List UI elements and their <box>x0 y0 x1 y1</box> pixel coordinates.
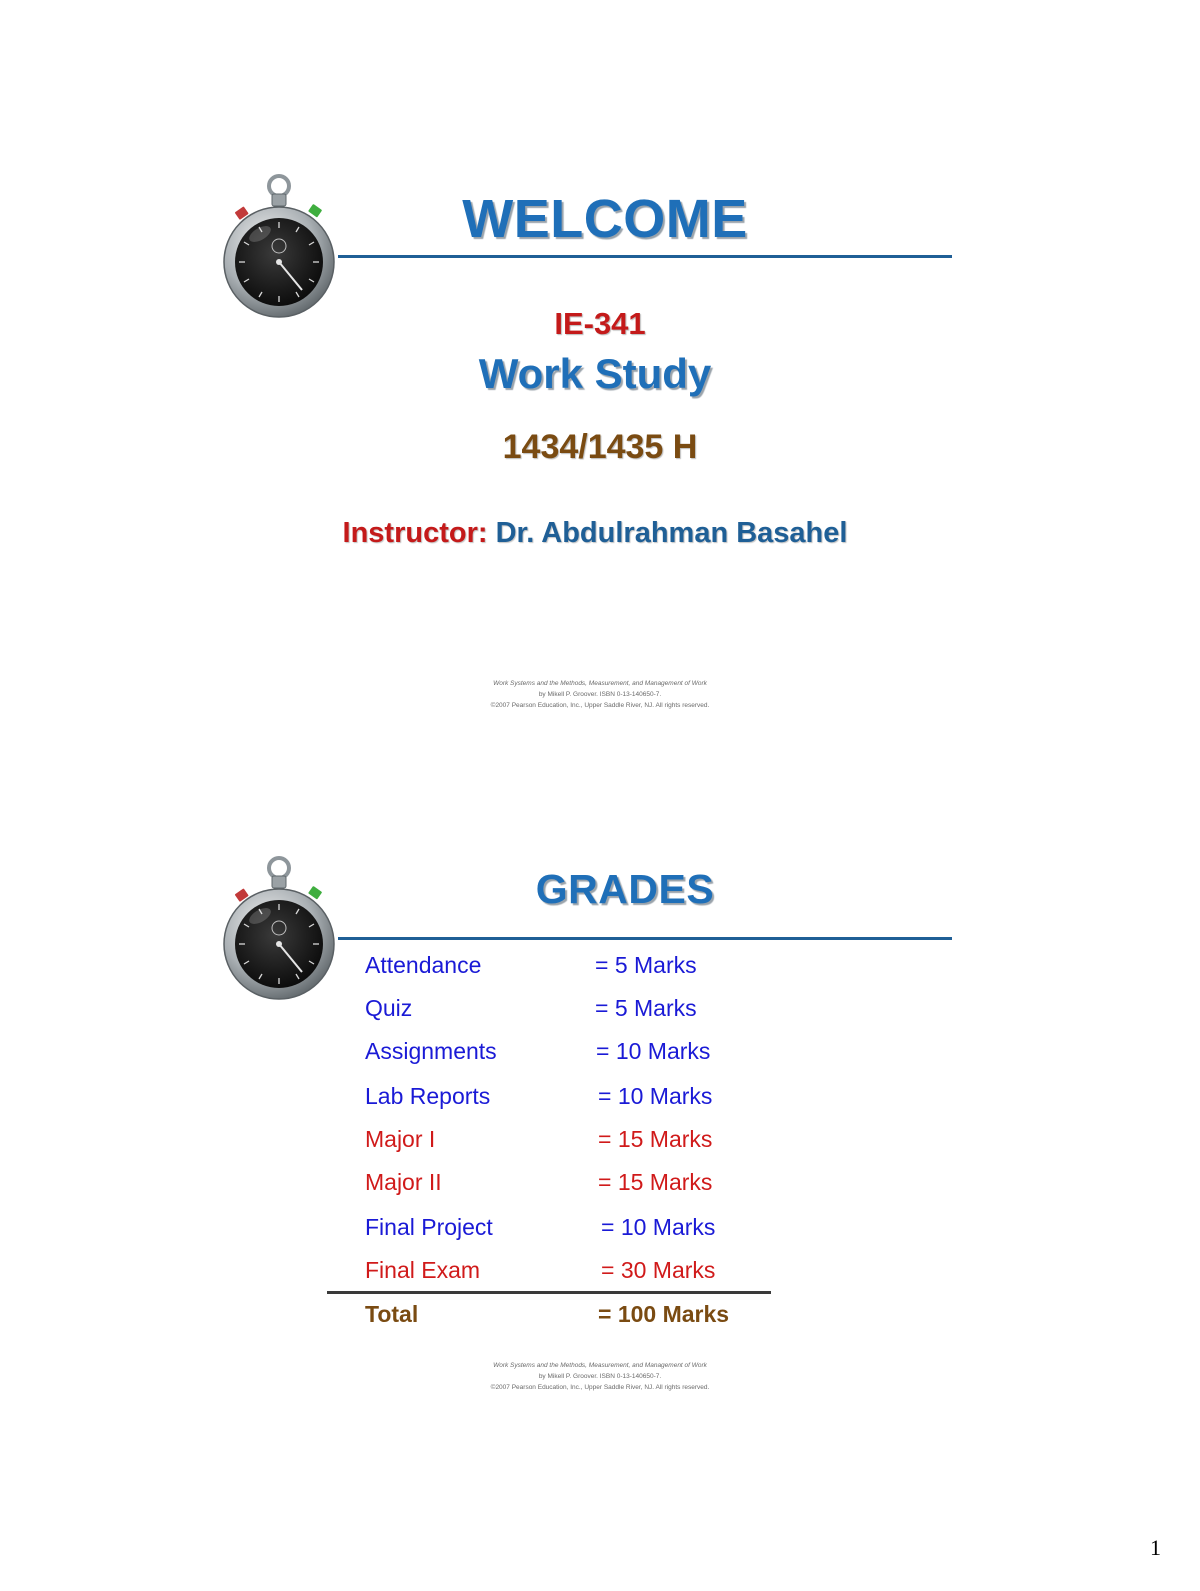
grade-item: Major I <box>365 1126 436 1152</box>
page-number: 1 <box>1150 1535 1161 1560</box>
instructor-name: Dr. Abdulrahman Basahel <box>495 517 848 549</box>
welcome-title: WELCOME <box>462 189 748 249</box>
credit-line: ©2007 Pearson Education, Inc., Upper Saddle River, NJ. All rights reserved. <box>490 1384 710 1391</box>
academic-year: 1434/1435 H <box>502 428 698 466</box>
credit-line: Work Systems and the Methods, Measurement, and Management of Work <box>493 680 707 687</box>
title-divider <box>338 255 952 258</box>
total-divider <box>327 1291 771 1294</box>
grade-item: Major II <box>365 1169 442 1195</box>
course-code: IE-341 <box>554 306 646 341</box>
copyright-credit <box>380 678 820 711</box>
grade-item: Final Project <box>365 1214 493 1240</box>
grade-value: = 10 Marks <box>596 1038 711 1064</box>
grade-row <box>365 1169 785 1199</box>
grade-row <box>365 952 785 982</box>
grade-value: = 10 Marks <box>601 1214 716 1240</box>
grade-row <box>365 1083 785 1113</box>
total-row <box>365 1301 785 1331</box>
grades-slide <box>0 800 1200 1560</box>
credit-line: by Mikell P. Groover. ISBN 0-13-140650-7. <box>538 1373 662 1380</box>
title-divider <box>338 937 952 940</box>
credit-line: ©2007 Pearson Education, Inc., Upper Saddle River, NJ. All rights reserved. <box>490 702 710 709</box>
stopwatch-icon <box>222 172 337 322</box>
copyright-credit <box>380 1360 820 1393</box>
course-name: Work Study <box>478 350 712 397</box>
grade-item: Assignments <box>365 1038 497 1064</box>
grade-value: = 5 Marks <box>595 952 697 978</box>
grade-value: = 15 Marks <box>598 1169 713 1195</box>
grade-row <box>365 1214 785 1244</box>
grade-row <box>365 995 785 1025</box>
total-value: = 100 Marks <box>598 1301 730 1327</box>
credit-line: Work Systems and the Methods, Measurement, and Management of Work <box>493 1362 707 1369</box>
grade-value: = 10 Marks <box>598 1083 713 1109</box>
grade-row <box>365 1257 785 1287</box>
grade-value: = 5 Marks <box>595 995 697 1021</box>
grades-title: GRADES <box>535 866 715 912</box>
total-label: Total <box>365 1301 419 1327</box>
grade-row <box>365 1126 785 1156</box>
instructor-label: Instructor: <box>342 517 488 549</box>
grade-item: Attendance <box>365 952 482 978</box>
grade-row <box>365 1038 785 1068</box>
grade-item: Quiz <box>365 995 413 1021</box>
grade-item: Lab Reports <box>365 1083 491 1109</box>
stopwatch-icon <box>222 854 337 1004</box>
grade-value: = 15 Marks <box>598 1126 713 1152</box>
credit-line: by Mikell P. Groover. ISBN 0-13-140650-7. <box>538 691 662 698</box>
instructor-line <box>200 517 990 550</box>
grade-value: = 30 Marks <box>601 1257 716 1283</box>
grade-item: Final Exam <box>365 1257 481 1283</box>
